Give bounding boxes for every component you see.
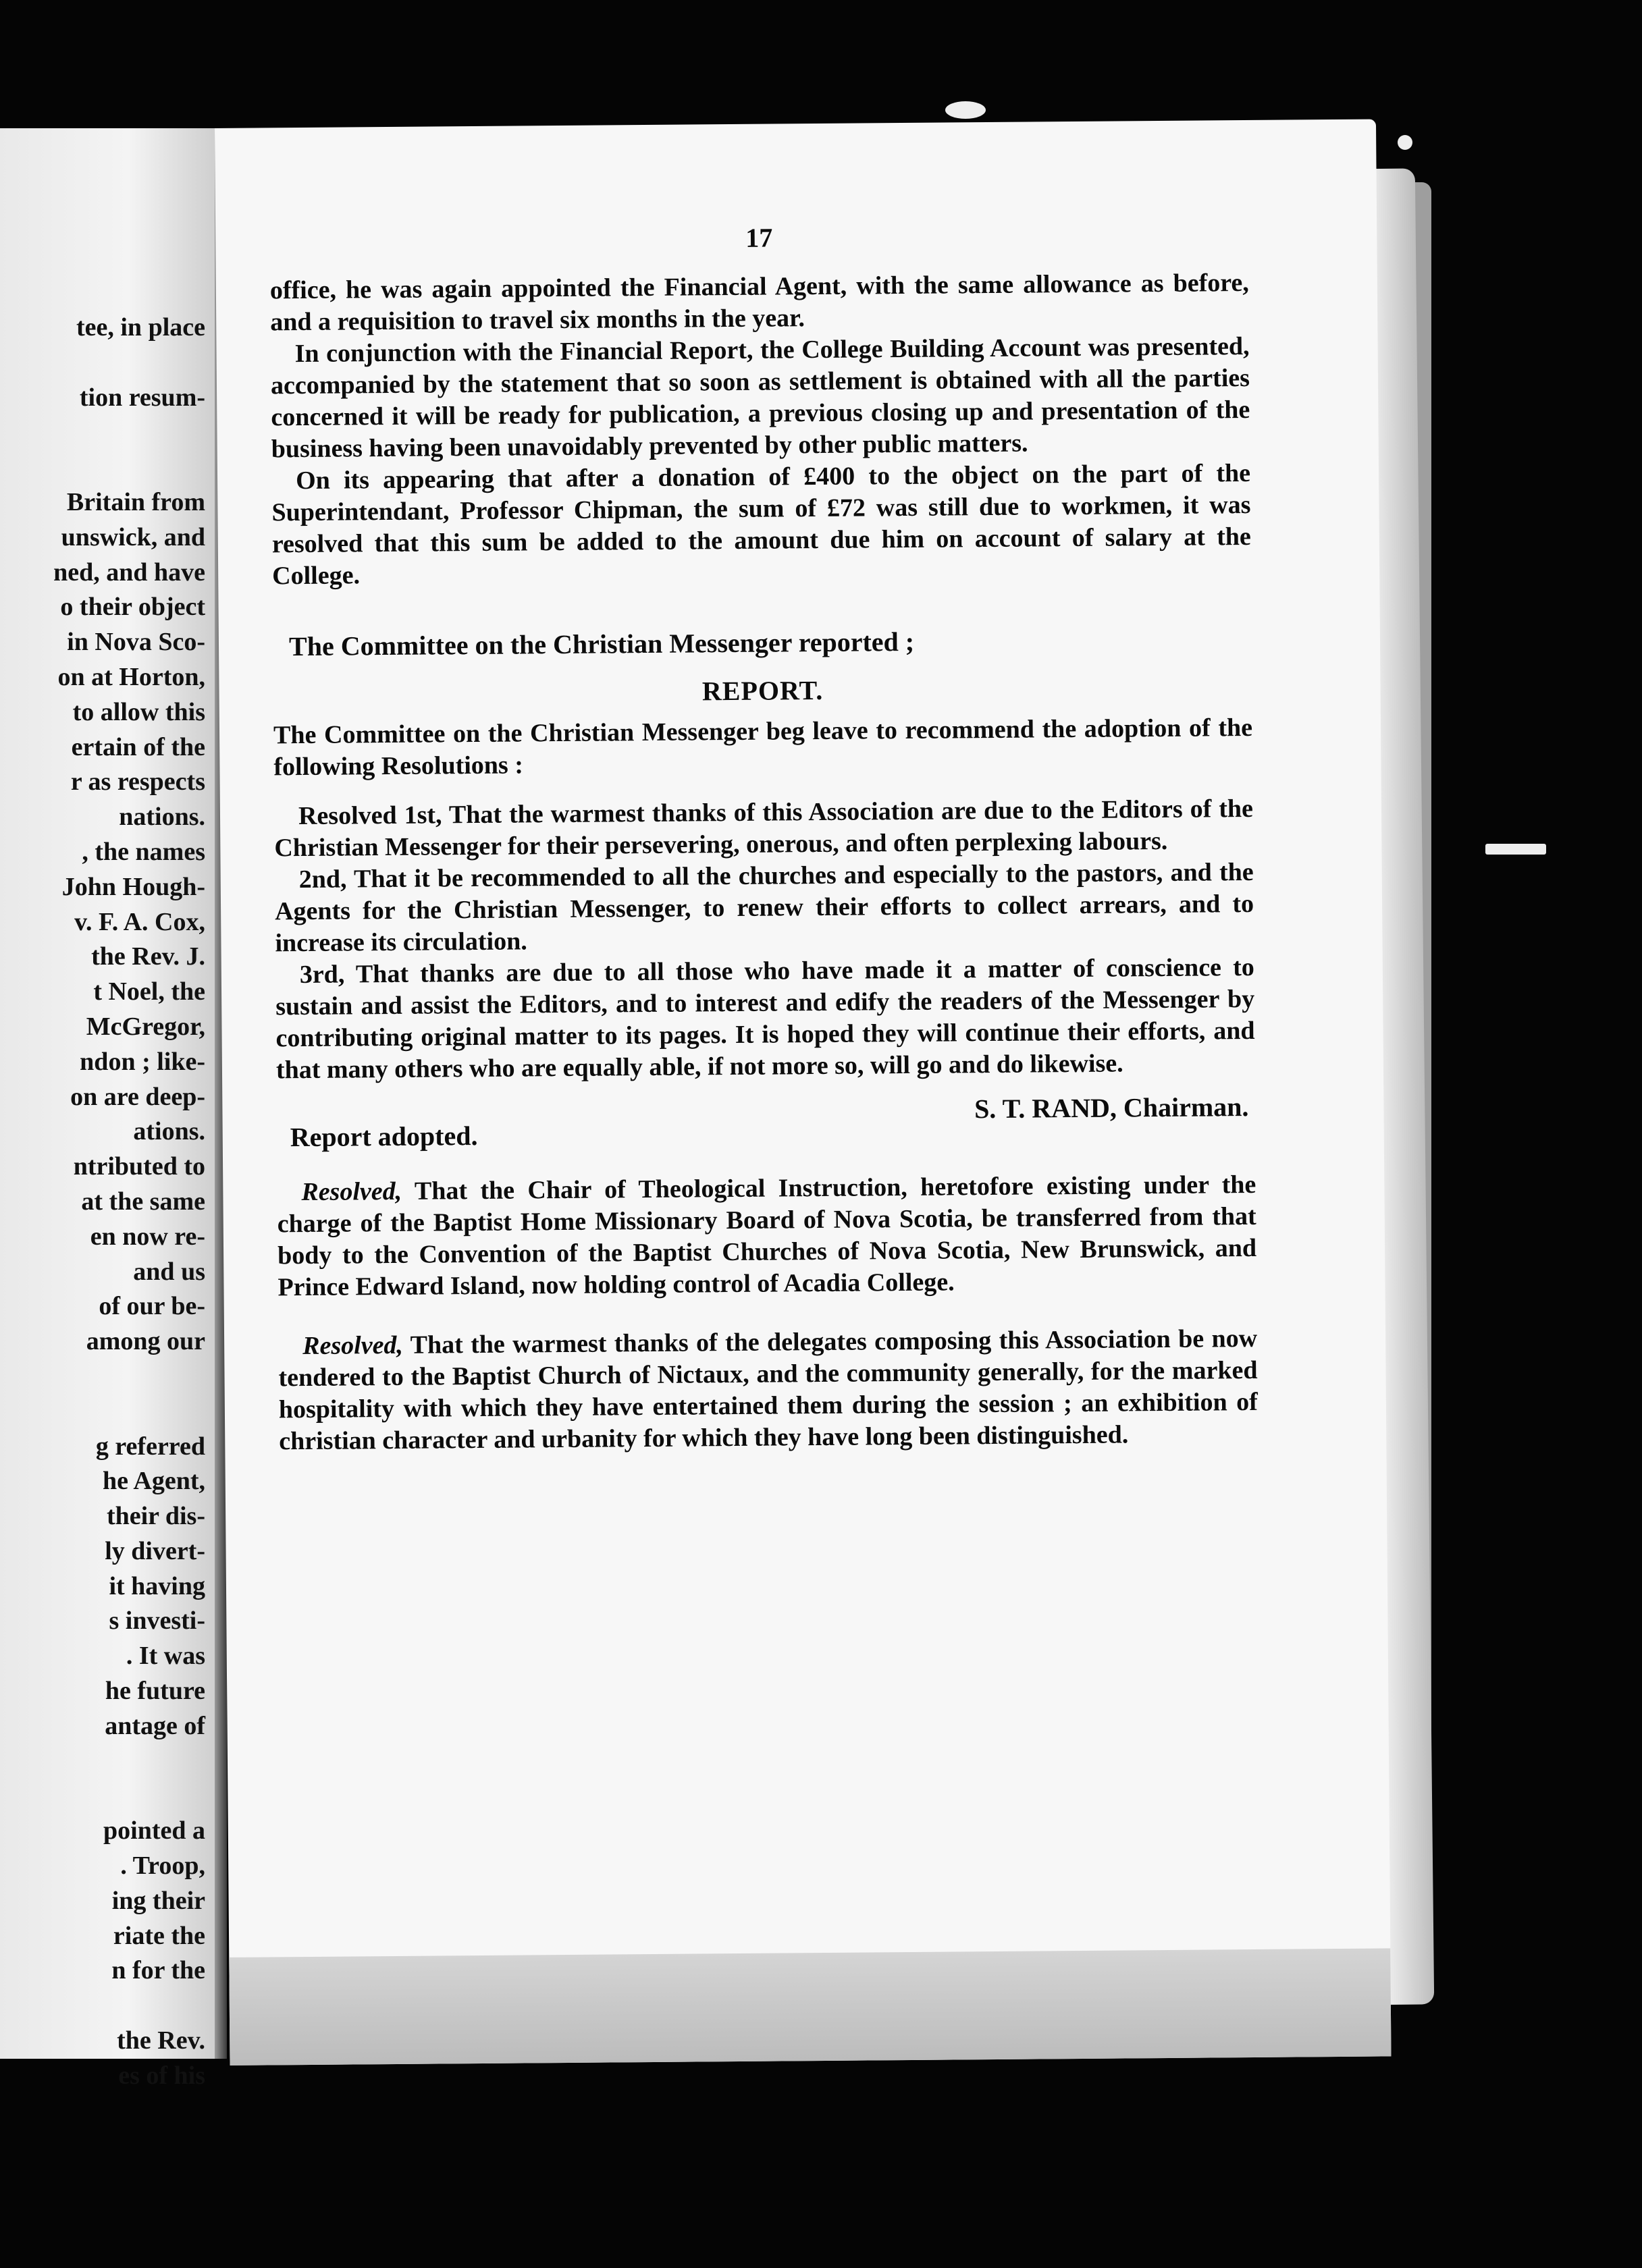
left-page	[0, 128, 215, 2090]
left-page-line: John Hough-	[61, 872, 205, 901]
left-page-line: of our be-	[99, 1292, 205, 1321]
left-page-line: to allow this	[72, 697, 205, 726]
signature-block	[276, 1091, 1256, 1153]
left-page-line: unswick, and	[61, 522, 205, 551]
left-page-line: he future	[105, 1677, 205, 1706]
left-page-line: tee, in place	[76, 313, 205, 342]
report-intro: The Committee on the Christian Messenger beg leave to recommend the adoption of the following Resolutions :	[273, 713, 1253, 782]
page-content	[269, 218, 1258, 1457]
left-page-line: ations.	[133, 1117, 205, 1146]
resolved-a-text: That the Chair of Theological Instruction, heretofore existing under the charge of the Baptist Home Missionary Board of Nova Scotia, be transferred from that body to the Convention of the Baptist Churches of Nova Scotia, New Brunswick, and Prince Edward Island, now holding control of Acadia College.	[277, 1170, 1257, 1302]
left-page-line: es of his	[118, 2061, 205, 2090]
chairman-signature: S. T. RAND, Chairman.	[974, 1091, 1249, 1125]
left-page-line: ntributed to	[73, 1152, 205, 1181]
resolution-2-text: That it be recommended to all the churches and especially to the pastors, and the Agents for the Christian Messenger, to renew their efforts to collect arrears, and to increase its circulation.	[274, 857, 1254, 958]
resolution-1	[274, 793, 1254, 864]
left-page-line: riate the	[113, 1921, 205, 1950]
left-page-line: on are deep-	[70, 1082, 205, 1111]
left-page-line	[0, 1744, 209, 1779]
left-page-line: the Rev. J.	[91, 942, 205, 971]
paragraph-donation: On its appearing that after a donation of £400 to the object on the part of the Superintendant, Professor Chipman, the sum of £72 was still due to workmen, it was resolved that this sum be added to the amount due him on account of salary at the College.	[271, 458, 1251, 591]
left-page-line: t Noel, the	[93, 977, 205, 1006]
left-page-line: v. F. A. Cox,	[74, 907, 205, 936]
left-page-line: on at Horton,	[57, 662, 205, 691]
left-page-text	[0, 310, 209, 2094]
resolution-3-label: 3rd,	[299, 960, 345, 990]
left-page-line: and us	[133, 1257, 205, 1286]
paragraph-college-building: In conjunction with the Financial Report, the College Building Account was presented, accompanied by the statement that so soon as settlement is obtained with all the parties concerned it will be ready for publication, a previous closing up and presentation of the business having been unavoidably prevented by other public matters.	[270, 331, 1250, 464]
left-page-line	[0, 1395, 209, 1430]
dust-speck	[1398, 135, 1412, 150]
left-page-line: ly divert-	[105, 1536, 205, 1565]
left-page-line: en now re-	[90, 1222, 205, 1251]
resolution-3-text: That thanks are due to all those who have made it a matter of conscience to sustain and assist the Editors, and to interest and edify the readers of the Messenger by contributing original matter to its pages. It is hoped they will continue their efforts, and that many others who are equally able, if not more so, will go and do likewise.	[275, 952, 1255, 1085]
page-bottom-shade	[229, 1948, 1391, 2066]
left-page-line: tion resum-	[79, 383, 205, 412]
left-page-line: ndon ; like-	[80, 1047, 205, 1076]
left-page-line: s investi-	[109, 1606, 205, 1636]
left-page-line: antage of	[105, 1711, 205, 1740]
dust-speck	[945, 101, 986, 119]
resolved-theological-chair	[277, 1169, 1256, 1303]
left-page-line	[0, 415, 209, 450]
left-page-line: n for the	[111, 1956, 205, 1985]
resolution-1-label: Resolved 1st,	[298, 801, 442, 831]
left-page-line: ertain of the	[71, 732, 205, 761]
resolved-thanks-nictaux	[278, 1323, 1258, 1457]
resolved-a-label: Resolved,	[301, 1177, 402, 1207]
resolution-2	[275, 857, 1254, 959]
left-page-line: . It was	[126, 1642, 205, 1671]
left-page-line	[0, 1989, 209, 2024]
resolution-3	[275, 952, 1255, 1086]
left-page-line: Britain from	[66, 487, 205, 516]
resolution-1-text: That the warmest thanks of this Association are due to the Editors of the Christian Messenger for their persevering, onerous, and often perplexing labours.	[274, 794, 1254, 863]
left-page-line: ing their	[111, 1886, 205, 1915]
left-page-line: ned, and have	[53, 558, 205, 587]
right-page	[215, 119, 1391, 2065]
report-adopted: Report adopted.	[290, 1120, 478, 1153]
resolved-b-text: That the warmest thanks of the delegates composing this Association be now tendered to the Baptist Church of Nictaux, and the community generally, for the marked hospitality with which they have entertained them during the session ; an exhibition of christian character and urbanity for which they have long been distinguished.	[278, 1324, 1259, 1456]
left-page-line: he Agent,	[103, 1467, 205, 1496]
left-page-line: o their object	[60, 593, 205, 622]
left-page-line	[0, 1359, 209, 1395]
paragraph-financial-agent: office, he was again appointed the Financial Agent, with the same allowance as before, and a requisition to travel six months in the year.	[269, 268, 1250, 337]
dust-speck	[1485, 844, 1546, 855]
left-page-line: it having	[109, 1571, 205, 1600]
page-number: 17	[745, 222, 773, 253]
left-page-line: McGregor,	[86, 1012, 205, 1041]
left-page-line: nations.	[119, 803, 205, 832]
left-page-line: at the same	[81, 1187, 205, 1216]
committee-heading: The Committee on the Christian Messenger reported ;	[288, 626, 915, 662]
left-page-line: pointed a	[103, 1816, 205, 1845]
left-page-line: . Troop,	[120, 1852, 205, 1881]
resolved-b-label: Resolved,	[302, 1330, 404, 1361]
left-page-line: the Rev.	[117, 2026, 205, 2055]
left-page-line: , the names	[82, 837, 205, 866]
left-page-line: among our	[86, 1327, 205, 1356]
left-page-line: in Nova Sco-	[67, 628, 205, 657]
left-page-line	[0, 346, 209, 381]
report-title: REPORT.	[701, 674, 824, 707]
resolution-2-label: 2nd,	[298, 865, 347, 894]
left-page-line: their dis-	[106, 1502, 205, 1531]
left-page-line	[0, 1779, 209, 1814]
left-page-line: r as respects	[70, 767, 205, 796]
left-page-line: g referred	[95, 1432, 205, 1461]
left-page-line	[0, 450, 209, 485]
